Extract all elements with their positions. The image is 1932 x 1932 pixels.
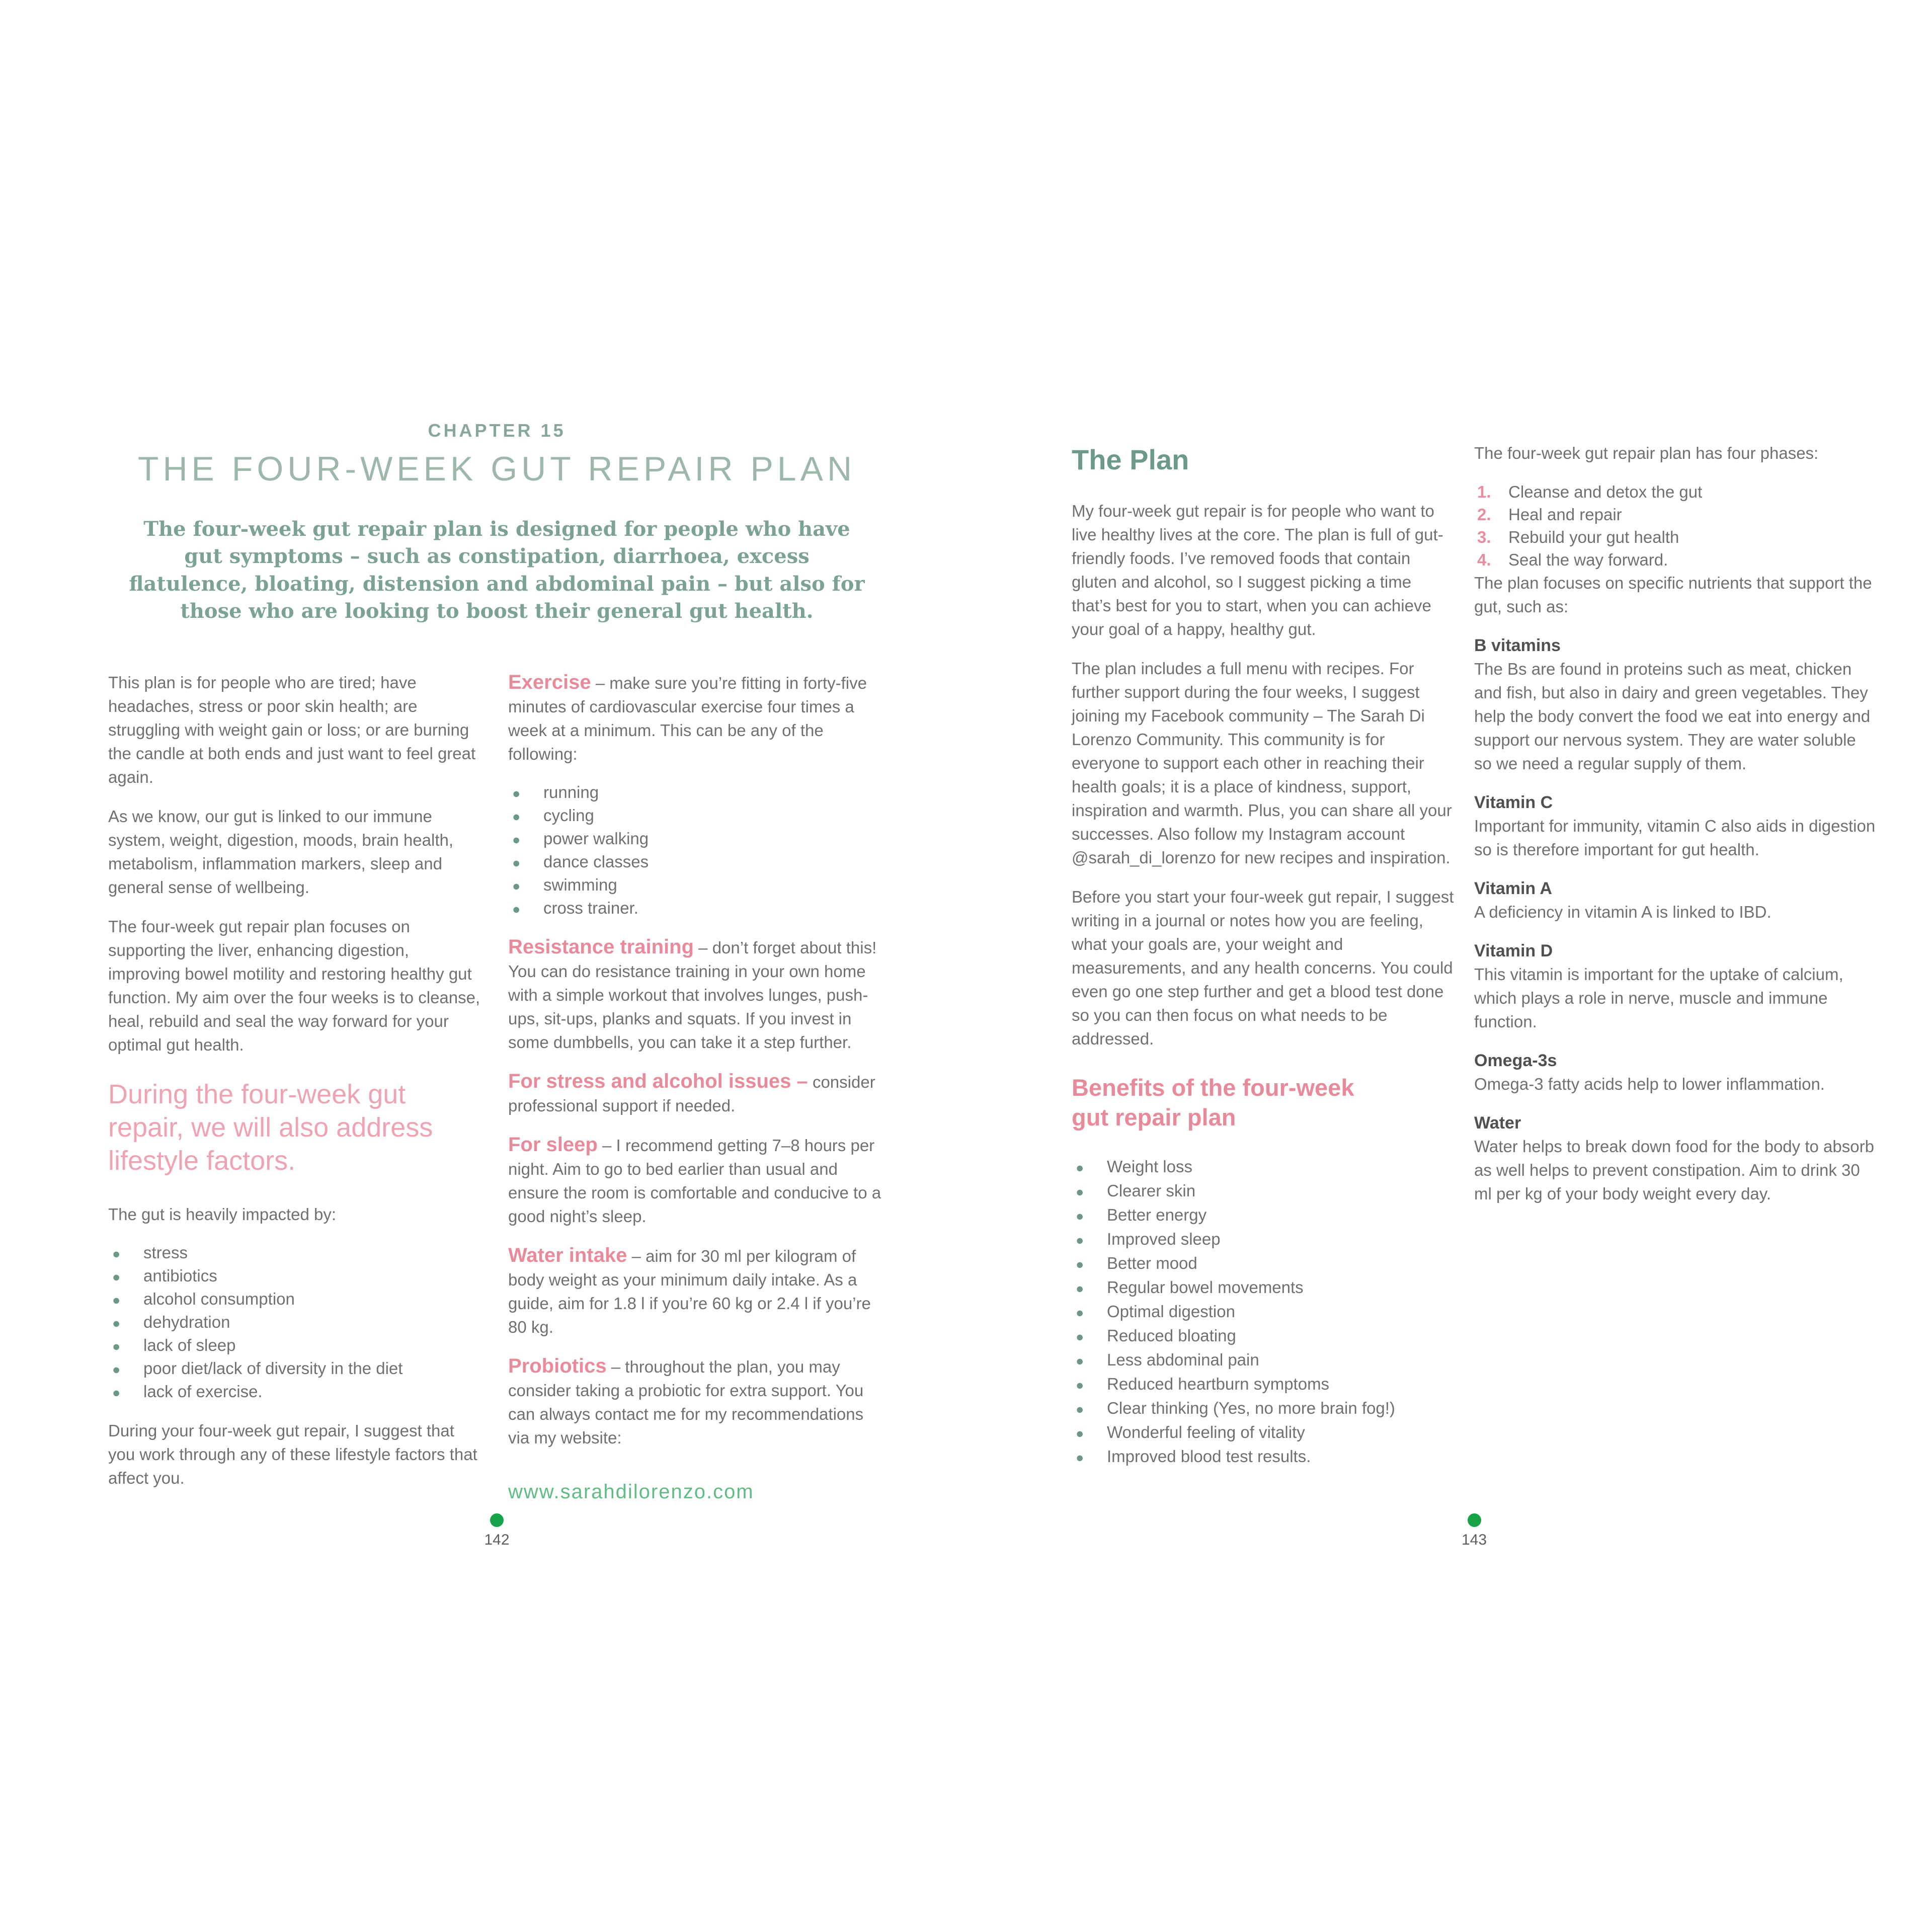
nutrient-block xyxy=(1474,1049,1877,1096)
lifestyle-factors-heading: During the four-week gut repair, we will also address lifestyle factors. xyxy=(108,1079,433,1176)
page-dot-icon xyxy=(490,1513,504,1527)
water-text: – aim for 30 ml per kilogram of body weight as your minimum daily intake. As a guide, aim for 1.8 l if you’re 60 kg or 2.4 l if you’re 80 kg. xyxy=(508,1246,871,1336)
item-number: 4. xyxy=(1477,550,1491,569)
item-label: Rebuild your gut health xyxy=(1508,528,1679,546)
bullet-icon: ● xyxy=(512,855,521,870)
impact-list-intro: The gut is heavily impacted by: xyxy=(108,1204,337,1224)
sleep-text: – I recommend getting 7–8 hours per night. Aim to go to bed earlier than usual and ensure the room is comfortable and conducive to a good night’s sleep. xyxy=(508,1136,881,1226)
list-item xyxy=(1072,1276,1454,1300)
list-item-label: lack of exercise. xyxy=(143,1382,263,1401)
list-item xyxy=(508,897,886,920)
nutrient-name: Vitamin A xyxy=(1474,879,1552,898)
list-item-label: swimming xyxy=(543,875,617,894)
bullet-icon: ● xyxy=(1076,1281,1084,1296)
list-item-label: Clearer skin xyxy=(1107,1181,1196,1200)
paragraph: As we know, our gut is linked to our immune system, weight, digestion, moods, brain health, metabolism, inflammation markers, sleep and general sense of wellbeing. xyxy=(108,807,454,897)
paragraph: This plan is for people who are tired; have headaches, stress or poor skin health; are struggling with weight gain or loss; or are burning the candle at both ends and just want to feel great again. xyxy=(108,673,476,786)
item-label: Heal and repair xyxy=(1508,505,1622,524)
list-item-label: Better energy xyxy=(1107,1205,1207,1224)
numbered-item xyxy=(1474,480,1877,503)
list-item xyxy=(1072,1179,1454,1203)
stress-section xyxy=(508,1070,886,1117)
bullet-icon: ● xyxy=(1076,1233,1084,1248)
page-number: 143 xyxy=(1461,1532,1487,1548)
left-page-columns xyxy=(108,671,886,1505)
page-dot-icon xyxy=(1468,1513,1481,1527)
bullet-icon: ● xyxy=(112,1246,121,1261)
nutrient-name: Water xyxy=(1474,1113,1521,1133)
nutrient-block xyxy=(1474,791,1877,861)
exercise-heading: Exercise xyxy=(508,671,591,693)
list-item xyxy=(108,1288,480,1311)
bullet-icon: ● xyxy=(512,901,521,917)
paragraph: The four-week gut repair plan focuses on supporting the liver, enhancing digestion, improving bowel motility and restoring healthy gut function. My aim over the four weeks is to cleanse, heal, rebuild and seal the way forward for your optimal gut health. xyxy=(108,917,480,1054)
gut-impact-list xyxy=(108,1242,480,1404)
list-item-label: antibiotics xyxy=(143,1266,217,1285)
nutrient-block xyxy=(1474,634,1877,775)
nutrient-text: The Bs are found in proteins such as meat, chicken and fish, but also in dairy and green vegetables. They help the body convert the food we eat into energy and support our nervous system. They are water soluble so we need a regular supply of them. xyxy=(1474,660,1871,773)
exercise-text: – make sure you’re fitting in forty-five minutes of cardiovascular exercise four times a week at a minimum. This can be any of the following: xyxy=(508,673,867,763)
bullet-icon: ● xyxy=(1076,1257,1084,1272)
bullet-icon: ● xyxy=(512,809,521,824)
list-item xyxy=(1072,1445,1454,1469)
nutrient-name: Vitamin D xyxy=(1474,941,1553,960)
bullet-icon: ● xyxy=(112,1338,121,1354)
nutrient-text: This vitamin is important for the uptake of calcium, which plays a role in nerve, muscle and immune function. xyxy=(1474,965,1843,1031)
list-item xyxy=(1072,1421,1454,1445)
right-page-column-1 xyxy=(1072,441,1454,1484)
probiotics-section xyxy=(508,1354,886,1450)
list-item xyxy=(1072,1155,1454,1179)
list-item-label: Regular bowel movements xyxy=(1107,1278,1304,1297)
chapter-label: CHAPTER 15 xyxy=(428,420,566,441)
stress-heading: For stress and alcohol issues – xyxy=(508,1070,808,1092)
list-item-label: stress xyxy=(143,1243,188,1262)
exercise-list xyxy=(508,781,886,920)
list-item-label: cross trainer. xyxy=(543,898,638,917)
list-item-label: Reduced heartburn symptoms xyxy=(1107,1375,1330,1393)
list-item xyxy=(508,781,886,804)
list-item xyxy=(1072,1397,1454,1421)
list-item-label: dehydration xyxy=(143,1312,230,1331)
item-number: 3. xyxy=(1477,528,1491,546)
list-item-label: poor diet/lack of diversity in the diet xyxy=(143,1358,403,1378)
website-link: www.sarahdilorenzo.com xyxy=(508,1480,754,1503)
bullet-icon: ● xyxy=(512,785,521,801)
right-page xyxy=(1072,420,1877,1484)
water-section xyxy=(508,1244,886,1339)
list-item xyxy=(108,1311,480,1334)
left-page xyxy=(108,420,886,1505)
page-number: 142 xyxy=(484,1532,510,1548)
list-item-label: alcohol consumption xyxy=(143,1289,295,1308)
nutrient-text: Water helps to break down food for the body to absorb as well helps to prevent constipation. Aim to drink 30 ml per kg of your body weight every day. xyxy=(1474,1137,1874,1203)
resistance-heading: Resistance training xyxy=(508,935,694,958)
list-item-label: power walking xyxy=(543,829,649,848)
sleep-heading: For sleep xyxy=(508,1133,598,1156)
bullet-icon: ● xyxy=(1076,1305,1084,1320)
bullet-icon: ● xyxy=(112,1292,121,1308)
list-item xyxy=(1072,1300,1454,1324)
nutrient-name: B vitamins xyxy=(1474,636,1561,655)
numbered-item xyxy=(1474,526,1877,548)
left-page-footer xyxy=(108,1513,886,1549)
list-item-label: dance classes xyxy=(543,852,649,871)
list-item xyxy=(1072,1203,1454,1228)
chapter-title: THE FOUR-WEEK GUT REPAIR PLAN xyxy=(137,450,856,488)
list-item xyxy=(1072,1373,1454,1397)
nutrient-text: A deficiency in vitamin A is linked to IBD. xyxy=(1474,903,1772,921)
item-number: 1. xyxy=(1477,482,1491,501)
list-item-label: Weight loss xyxy=(1107,1157,1192,1176)
bullet-icon: ● xyxy=(1076,1329,1084,1344)
item-number: 2. xyxy=(1477,505,1491,524)
probiotics-heading: Probiotics xyxy=(508,1354,607,1377)
nutrients-intro: The plan focuses on specific nutrients that support the gut, such as: xyxy=(1474,574,1872,616)
list-item xyxy=(1072,1324,1454,1348)
list-item-label: cycling xyxy=(543,806,594,825)
list-item-label: running xyxy=(543,782,599,801)
paragraph: The plan includes a full menu with recipes. For further support during the four weeks, I suggest joining my Facebook community – The Sarah Di Lorenzo Community. This community is for everyone to support each other in reaching their health goals; it is a place of kindness, support, inspiration and warmth. Plus, you can share all your successes. Also follow my Instagram account @sarah_di_lorenzo for new recipes and inspiration. xyxy=(1072,659,1452,867)
numbered-item xyxy=(1474,548,1877,571)
list-item-label: Better mood xyxy=(1107,1254,1197,1272)
nutrient-block xyxy=(1474,1111,1877,1205)
list-item-label: lack of sleep xyxy=(143,1335,236,1354)
bullet-icon: ● xyxy=(512,832,521,847)
water-heading: Water intake xyxy=(508,1244,627,1266)
list-item xyxy=(1072,1348,1454,1373)
bullet-icon: ● xyxy=(1076,1209,1084,1224)
resistance-text: – don’t forget about this! You can do resistance training in your own home with a simple workout that involves lunges, push-ups, sit-ups, planks and squats. If you invest in some dumbbells, you can take it a step further. xyxy=(508,938,877,1052)
list-item xyxy=(108,1265,480,1288)
paragraph: During your four-week gut repair, I suggest that you work through any of these lifestyle factors that affect you. xyxy=(108,1421,477,1487)
list-item-label: Improved sleep xyxy=(1107,1230,1221,1248)
list-item xyxy=(108,1357,480,1381)
nutrient-text: Important for immunity, vitamin C also aids in digestion so is therefore important for gut health. xyxy=(1474,817,1876,859)
bullet-icon: ● xyxy=(112,1269,121,1284)
list-item xyxy=(508,804,886,828)
bullet-icon: ● xyxy=(512,878,521,894)
left-page-column-1 xyxy=(108,671,480,1505)
phases-intro: The four-week gut repair plan has four phases: xyxy=(1474,444,1819,462)
list-item-label: Optimal digestion xyxy=(1107,1302,1235,1321)
list-item xyxy=(1072,1252,1454,1276)
list-item xyxy=(108,1334,480,1357)
chapter-intro: The four-week gut repair plan is designed for people who have gut symptoms – such as constipation, diarrhoea, excess flatulence, bloating, distension and abdominal pain – but also for those who are looking to boost their general gut health. xyxy=(129,517,865,623)
nutrient-text: Omega-3 fatty acids help to lower inflammation. xyxy=(1474,1075,1825,1093)
benefits-list xyxy=(1072,1155,1454,1469)
nutrient-block xyxy=(1474,877,1877,924)
bullet-icon: ● xyxy=(1076,1426,1084,1441)
nutrient-block xyxy=(1474,939,1877,1033)
resistance-section xyxy=(508,935,886,1054)
nutrient-name: Vitamin C xyxy=(1474,793,1553,812)
right-page-columns xyxy=(1072,441,1877,1484)
bullet-icon: ● xyxy=(1076,1160,1084,1175)
bullet-icon: ● xyxy=(1076,1450,1084,1465)
item-label: Cleanse and detox the gut xyxy=(1508,482,1703,501)
list-item xyxy=(1072,1228,1454,1252)
probiotics-text: – throughout the plan, you may consider taking a probiotic for extra support. You can always contact me for my recommendations via my website: xyxy=(508,1357,864,1447)
list-item-label: Less abdominal pain xyxy=(1107,1350,1259,1369)
list-item xyxy=(508,851,886,874)
paragraph: Before you start your four-week gut repair, I suggest writing in a journal or notes how you are feeling, what your goals are, your weight and measurements, and any health concerns. You could even go one step further and get a blood test done so you can then focus on what needs to be addressed. xyxy=(1072,888,1454,1048)
list-item xyxy=(108,1381,480,1404)
bullet-icon: ● xyxy=(112,1361,121,1377)
list-item-label: Wonderful feeling of vitality xyxy=(1107,1423,1305,1441)
list-item xyxy=(508,874,886,897)
exercise-section xyxy=(508,671,886,766)
bullet-icon: ● xyxy=(1076,1378,1084,1393)
nutrient-name: Omega-3s xyxy=(1474,1051,1557,1070)
right-page-column-2 xyxy=(1474,441,1877,1221)
bullet-icon: ● xyxy=(112,1385,121,1400)
list-item xyxy=(108,1242,480,1265)
bullet-icon: ● xyxy=(1076,1184,1084,1199)
sleep-section xyxy=(508,1133,886,1228)
list-item-label: Clear thinking (Yes, no more brain fog!) xyxy=(1107,1399,1395,1417)
phases-list xyxy=(1474,480,1877,571)
list-item-label: Improved blood test results. xyxy=(1107,1447,1311,1466)
paragraph: My four-week gut repair is for people who want to live healthy lives at the core. The plan is full of gut-friendly foods. I’ve removed foods that contain gluten and alcohol, so I suggest picking a time that’s best for you to start, when you can achieve your goal of a happy, healthy gut. xyxy=(1072,502,1443,638)
bullet-icon: ● xyxy=(112,1315,121,1331)
list-item-label: Reduced bloating xyxy=(1107,1326,1236,1345)
benefits-heading: Benefits of the four-week gut repair plan xyxy=(1072,1074,1354,1131)
list-item xyxy=(508,828,886,851)
bullet-icon: ● xyxy=(1076,1353,1084,1369)
bullet-icon: ● xyxy=(1076,1402,1084,1417)
the-plan-heading: The Plan xyxy=(1072,444,1189,475)
stress-text: consider professional support if needed. xyxy=(508,1072,875,1115)
left-page-column-2 xyxy=(508,671,886,1503)
numbered-item xyxy=(1474,503,1877,526)
item-label: Seal the way forward. xyxy=(1508,550,1668,569)
right-page-footer xyxy=(1072,1513,1877,1549)
